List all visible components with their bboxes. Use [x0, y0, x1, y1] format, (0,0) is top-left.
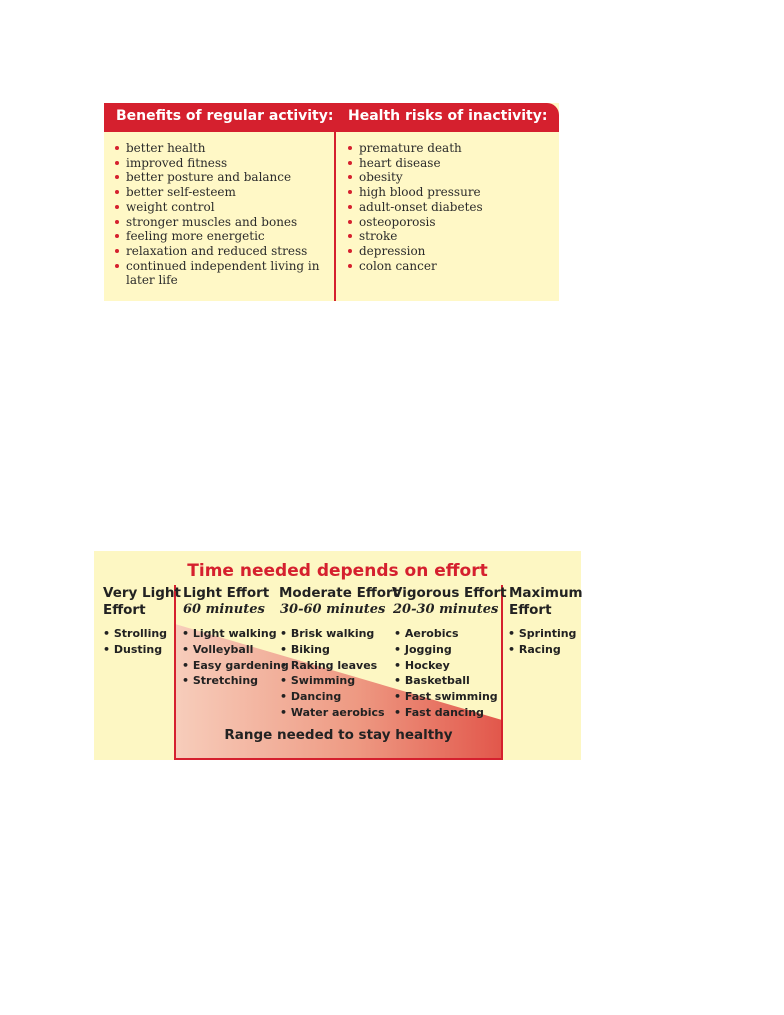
- list-item: osteoporosis: [348, 215, 548, 230]
- list-item: better health: [115, 141, 325, 156]
- list-item: colon cancer: [348, 259, 548, 274]
- benefits-heading: Benefits of regular activity:: [116, 108, 334, 124]
- column-heading-moderate: Moderate Effort: [279, 585, 400, 601]
- list-item: • Stretching: [182, 673, 289, 689]
- figure-title: Time needed depends on effort: [187, 561, 488, 581]
- list-item: improved fitness: [115, 156, 325, 171]
- activity-list-very-light: [103, 626, 167, 658]
- list-item: • Hockey: [394, 658, 498, 674]
- column-divider: [334, 132, 336, 301]
- column-heading-vigorous: Vigorous Effort: [392, 585, 507, 601]
- column-heading-very-light: Very Light Effort: [103, 585, 181, 618]
- column-heading-light: Light Effort: [183, 585, 270, 601]
- benefits-risks-table: [104, 103, 559, 301]
- column-heading-maximum: Maximum Effort: [509, 585, 583, 618]
- list-item: • Biking: [280, 642, 385, 658]
- list-item: better self-esteem: [115, 185, 325, 200]
- list-item: relaxation and reduced stress: [115, 244, 325, 259]
- list-item: • Basketball: [394, 673, 498, 689]
- list-item: heart disease: [348, 156, 548, 171]
- list-item: • Easy gardening: [182, 658, 289, 674]
- list-item: weight control: [115, 200, 325, 215]
- list-item: • Light walking: [182, 626, 289, 642]
- list-item: • Raking leaves: [280, 658, 385, 674]
- list-item: feeling more energetic: [115, 229, 325, 244]
- risks-heading: Health risks of inactivity:: [348, 108, 548, 124]
- list-item: • Volleyball: [182, 642, 289, 658]
- list-item: • Dusting: [103, 642, 167, 658]
- list-item: • Water aerobics: [280, 705, 385, 721]
- list-item: • Swimming: [280, 673, 385, 689]
- list-item: • Fast swimming: [394, 689, 498, 705]
- list-item: stroke: [348, 229, 548, 244]
- activity-list-maximum: [508, 626, 576, 658]
- table-header: [104, 103, 559, 132]
- risks-list: [348, 141, 548, 273]
- effort-figure: [94, 551, 581, 760]
- healthy-range-label: Range needed to stay healthy: [224, 727, 453, 743]
- duration-moderate: 30-60 minutes: [280, 602, 386, 617]
- list-item: adult-onset diabetes: [348, 200, 548, 215]
- list-item: stronger muscles and bones: [115, 215, 325, 230]
- list-item: • Strolling: [103, 626, 167, 642]
- list-item: depression: [348, 244, 548, 259]
- list-item: • Sprinting: [508, 626, 576, 642]
- duration-light: 60 minutes: [183, 602, 265, 617]
- list-item: better posture and balance: [115, 170, 325, 185]
- list-item: • Aerobics: [394, 626, 498, 642]
- list-item: • Dancing: [280, 689, 385, 705]
- duration-vigorous: 20-30 minutes: [393, 602, 499, 617]
- activity-list-light: [182, 626, 289, 689]
- list-item: • Fast dancing: [394, 705, 498, 721]
- list-item: high blood pressure: [348, 185, 548, 200]
- list-item: • Brisk walking: [280, 626, 385, 642]
- list-item: • Racing: [508, 642, 576, 658]
- benefits-list: [115, 141, 325, 288]
- activity-list-vigorous: [394, 626, 498, 721]
- activity-list-moderate: [280, 626, 385, 721]
- list-item: • Jogging: [394, 642, 498, 658]
- list-item: premature death: [348, 141, 548, 156]
- list-item: obesity: [348, 170, 548, 185]
- list-item: continued independent living in later life: [115, 259, 325, 288]
